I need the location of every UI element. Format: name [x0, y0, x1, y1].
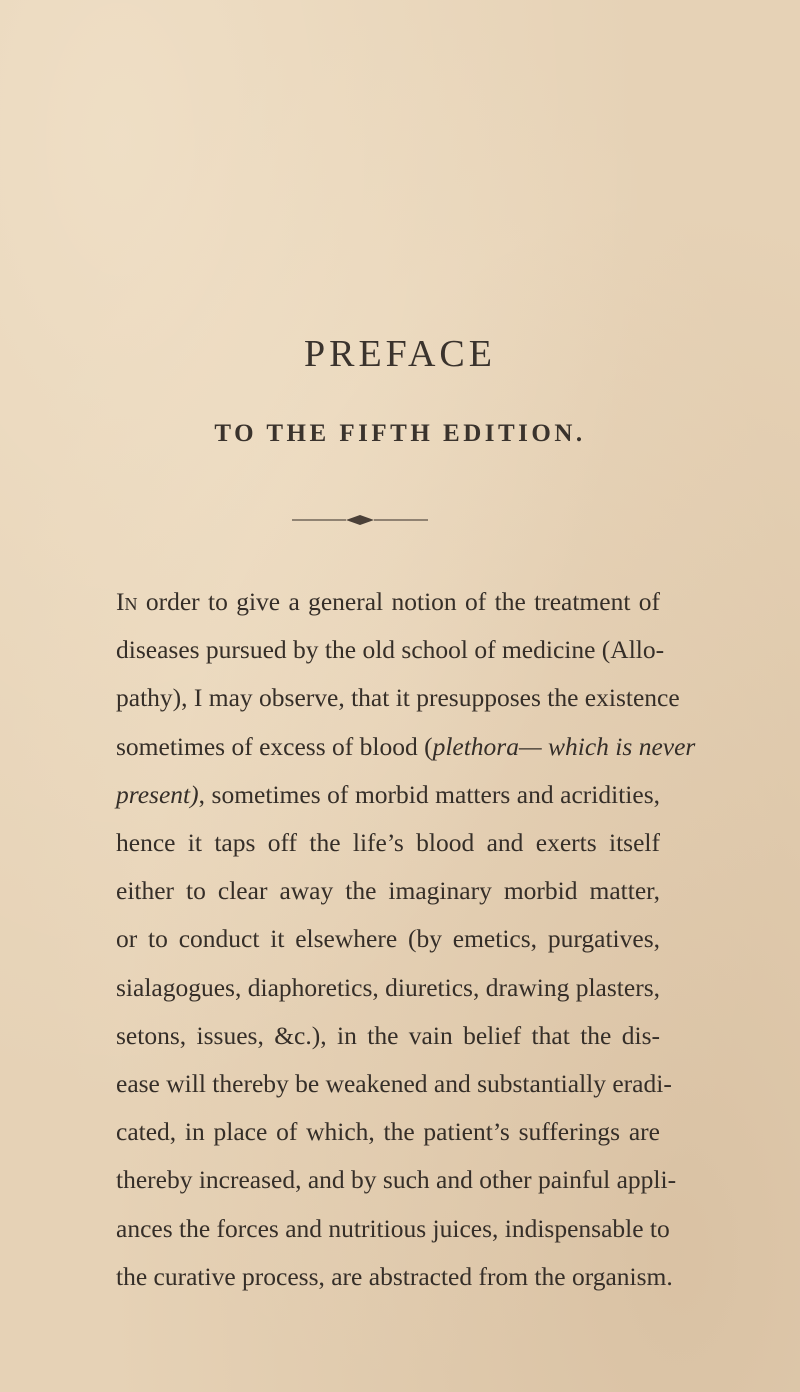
text-run: diseases pursued by the old school of medicine (Allo-	[116, 635, 665, 665]
text-run: thereby increased, and by such and other painful appli-	[116, 1165, 677, 1195]
text-run: or to conduct it elsewhere (by emetics, purgatives,	[116, 924, 660, 954]
text-line	[116, 1060, 672, 1108]
text-line	[116, 723, 696, 771]
text-line	[116, 819, 660, 867]
text-line	[116, 915, 660, 963]
text-line	[116, 674, 680, 722]
text-run: cated, in place of which, the patient’s sufferings are	[116, 1117, 660, 1147]
text-run: pathy), I may observe, that it presupposes the existence	[116, 683, 680, 713]
text-run: sometimes of excess of blood (	[116, 731, 433, 761]
ornament-rule-icon	[290, 512, 430, 528]
text-line	[116, 578, 660, 626]
text-line	[116, 964, 660, 1012]
text-run: sialagogues, diaphoretics, diuretics, drawing plasters,	[116, 972, 660, 1002]
text-run: ease will thereby be weakened and substantially eradi-	[116, 1069, 672, 1099]
text-line	[116, 626, 665, 674]
page-subtitle: TO THE FIFTH EDITION.	[214, 420, 586, 447]
text-line	[116, 771, 660, 819]
text-run: order to give a general notion of the treatment of	[137, 587, 660, 616]
text-line	[116, 1012, 660, 1060]
preface-paragraph	[116, 578, 696, 1301]
text-line	[116, 1156, 677, 1204]
text-line	[116, 1205, 670, 1253]
text-run: hence it taps off the life’s blood and exerts itself	[116, 828, 660, 858]
text-run: the curative process, are abstracted from the organism.	[116, 1261, 673, 1291]
page-title: PREFACE	[303, 333, 496, 375]
text-line	[116, 1108, 660, 1156]
italic-text: plethora— which is never	[432, 731, 696, 761]
text-run: either to clear away the imaginary morbid matter,	[116, 876, 660, 906]
drop-small-caps-word: In	[116, 587, 138, 616]
text-run: ances the forces and nutritious juices, indispensable to	[116, 1213, 670, 1243]
text-line	[116, 867, 660, 915]
italic-text: present)	[116, 779, 199, 809]
text-run: , sometimes of morbid matters and acridities,	[198, 779, 660, 809]
text-line	[116, 1253, 673, 1301]
text-run: setons, issues, &c.), in the vain belief that the dis-	[116, 1020, 660, 1050]
